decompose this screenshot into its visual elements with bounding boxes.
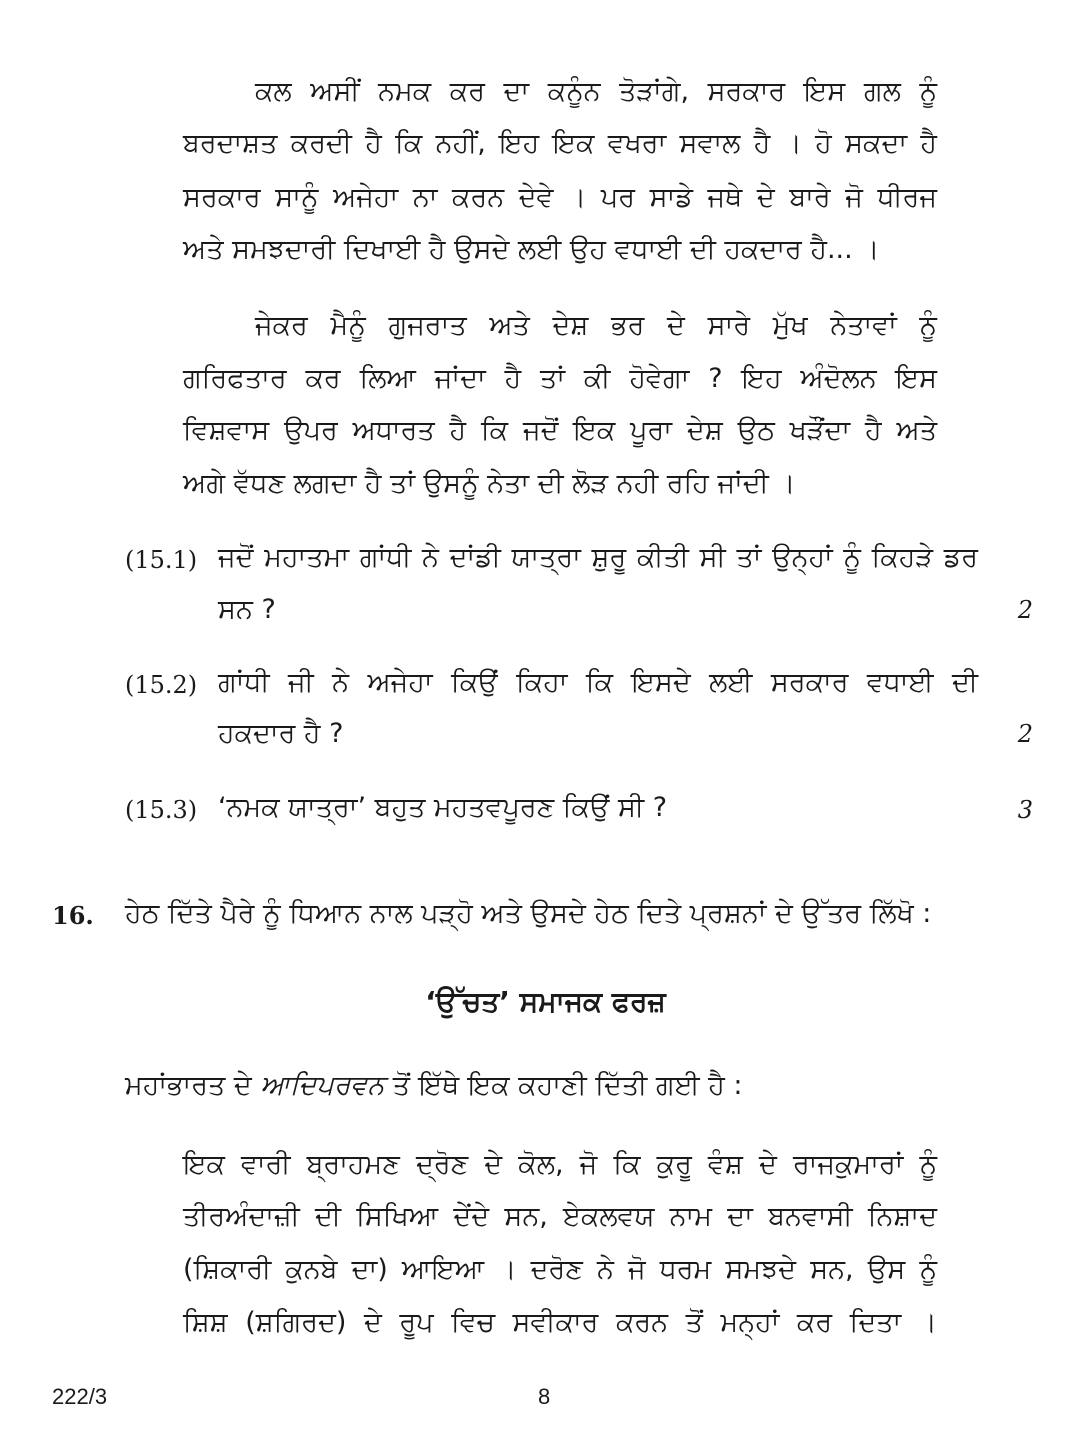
question-number: 16.	[52, 901, 94, 930]
question-text: ਗਾਂਧੀ ਜੀ ਨੇ ਅਜੇਹਾ ਕਿਉਂ ਕਿਹਾ ਕਿ ਇਸਦੇ ਲਈ ਸਰਕਾਰ ਵਧਾਈ ਦੀ	[218, 667, 978, 698]
passage-heading: ‘ਉੱਚਤ’ ਸਮਾਜਕ ਫਰਜ਼	[425, 985, 666, 1018]
question-number: (15.2)	[125, 671, 198, 699]
passage-line: ਕਲ ਅਸੀਂ ਨਮਕ ਕਰ ਦਾ ਕਨੂੰਨ ਤੋੜਾਂਗੇ, ਸਰਕਾਰ ਇਸ ਗਲ ਨੂੰ	[255, 76, 937, 107]
passage-line: ਸਰਕਾਰ ਸਾਨੂੰ ਅਜੇਹਾ ਨਾ ਕਰਨ ਦੇਵੇ । ਪਰ ਸਾਡੇ ਜਥੇ ਦੇ ਬਾਰੇ ਜੋ ਧੀਰਜ	[183, 182, 937, 213]
paper-code: 222/3	[52, 1384, 108, 1409]
question-instruction: ਹੇਠ ਦਿੱਤੇ ਪੈਰੇ ਨੂੰ ਧਿਆਨ ਨਾਲ ਪੜ੍ਹੋ ਅਤੇ ਉਸਦੇ ਹੇਠ ਦਿਤੇ ਪ੍ਰਸ਼ਨਾਂ ਦੇ ਉੱਤਰ ਲਿੱਖੋ :	[125, 898, 932, 929]
question-text: ਹਕਦਾਰ ਹੈ ?	[218, 718, 344, 749]
question-number: (15.3)	[125, 796, 198, 824]
passage-line: ਅਗੇ ਵੱਧਣ ਲਗਦਾ ਹੈ ਤਾਂ ਉਸਨੂੰ ਨੇਤਾ ਦੀ ਲੋੜ ਨਹੀ ਰਹਿ ਜਾਂਦੀ ।	[183, 468, 796, 499]
passage-line: ਗਰਿਫਤਾਰ ਕਰ ਲਿਆ ਜਾਂਦਾ ਹੈ ਤਾਂ ਕੀ ਹੋਵੇਗਾ ? ਇਹ ਅੰਦੋਲਨ ਇਸ	[183, 363, 937, 394]
page-number: 8	[538, 1384, 551, 1409]
question-text: ਜਦੋਂ ਮਹਾਤਮਾ ਗਾਂਧੀ ਨੇ ਦਾਂਡੀ ਯਾਤ੍ਰਾ ਸ਼ੁਰੂ ਕੀਤੀ ਸੀ ਤਾਂ ਉਨ੍ਹਾਂ ਨੂੰ ਕਿਹੜੇ ਡਰ	[218, 542, 978, 573]
question-marks: 3	[1017, 796, 1033, 824]
passage-line: ਤੀਰਅੰਦਾਜ਼ੀ ਦੀ ਸਿਖਿਆ ਦੇਂਦੇ ਸਨ, ਏਕਲਵਯ ਨਾਮ ਦਾ ਬਨਵਾਸੀ ਨਿਸ਼ਾਦ	[183, 1201, 937, 1232]
question-text: ਸਨ ?	[218, 594, 276, 625]
passage-line: ਵਿਸ਼ਵਾਸ ਉਪਰ ਅਧਾਰਤ ਹੈ ਕਿ ਜਦੋਂ ਇਕ ਪੂਰਾ ਦੇਸ਼ ਉਠ ਖੜੌਂਦਾ ਹੈ ਅਤੇ	[183, 415, 937, 446]
question-marks: 2	[1017, 720, 1033, 748]
passage-line: ਬਰਦਾਸ਼ਤ ਕਰਦੀ ਹੈ ਕਿ ਨਹੀਂ, ਇਹ ਇਕ ਵਖਰਾ ਸਵਾਲ ਹੈ । ਹੋ ਸਕਦਾ ਹੈ	[183, 128, 937, 159]
question-number: (15.1)	[125, 546, 198, 574]
passage-line: ਸ਼ਿਸ਼ (ਸ਼ਗਿਰਦ) ਦੇ ਰੂਪ ਵਿਚ ਸਵੀਕਾਰ ਕਰਨ ਤੋਂ ਮਨ੍ਹਾਂ ਕਰ ਦਿਤਾ ।	[183, 1307, 937, 1338]
question-marks: 2	[1017, 596, 1033, 624]
passage-intro	[125, 1068, 743, 1104]
question-text: ‘ਨਮਕ ਯਾਤ੍ਰਾ’ ਬਹੁਤ ਮਹਤਵਪੂਰਣ ਕਿਉਂ ਸੀ ?	[218, 792, 668, 823]
intro-text: ਤੋਂ ਇੱਥੇ ਇਕ ਕਹਾਣੀ ਦਿੱਤੀ ਗਈ ਹੈ :	[384, 1070, 743, 1101]
passage-line: ਇਕ ਵਾਰੀ ਬ੍ਰਾਹਮਣ ਦ੍ਰੋਣ ਦੇ ਕੋਲ, ਜੋ ਕਿ ਕੁਰੂ ਵੰਸ਼ ਦੇ ਰਾਜਕੁਮਾਰਾਂ ਨੂੰ	[183, 1149, 937, 1180]
passage-line: ਜੇਕਰ ਮੈਨੂੰ ਗੁਜਰਾਤ ਅਤੇ ਦੇਸ਼ ਭਰ ਦੇ ਸਾਰੇ ਮੁੱਖ ਨੇਤਾਵਾਂ ਨੂੰ	[255, 310, 937, 341]
intro-italic-term: ਆਦਿਪਰਵਨ	[260, 1070, 385, 1101]
passage-line: (ਸ਼ਿਕਾਰੀ ਕੁਨਬੇ ਦਾ) ਆਇਆ । ਦਰੋਣ ਨੇ ਜੋ ਧਰਮ ਸਮਝਦੇ ਸਨ, ਉਸ ਨੂੰ	[183, 1254, 937, 1285]
intro-text: ਮਹਾਂਭਾਰਤ ਦੇ	[125, 1070, 261, 1101]
passage-line: ਅਤੇ ਸਮਝਦਾਰੀ ਦਿਖਾਈ ਹੈ ਉਸਦੇ ਲਈ ਉਹ ਵਧਾਈ ਦੀ ਹਕਦਾਰ ਹੈ... ।	[183, 234, 880, 265]
